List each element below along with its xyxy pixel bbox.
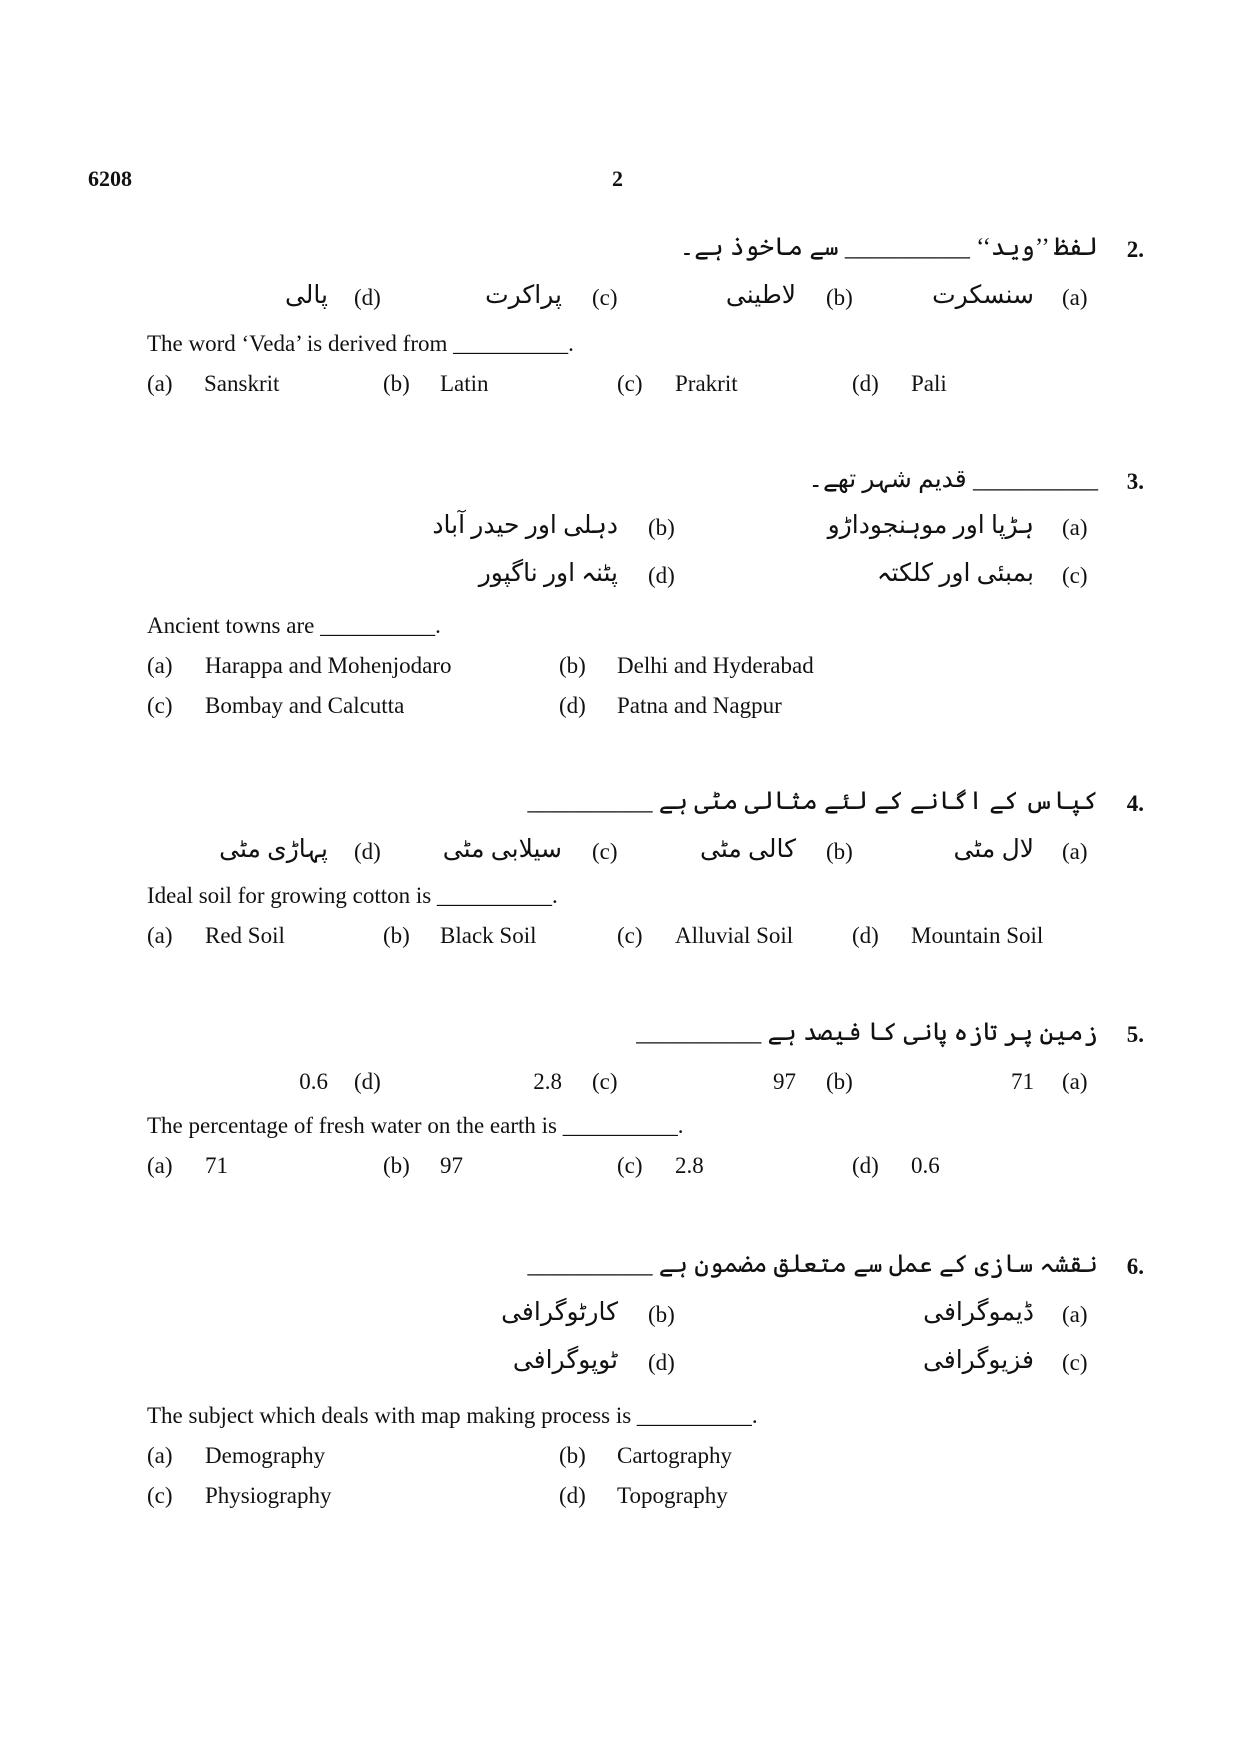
- english-option-text: Black Soil: [440, 923, 537, 948]
- urdu-option-letter: (c): [1062, 563, 1088, 588]
- urdu-option-letter: (d): [648, 1350, 675, 1375]
- urdu-option-text: لال مٹی: [953, 836, 1034, 863]
- urdu-option-letter: (b): [826, 839, 853, 864]
- urdu-option-text: دہلی اور حیدر آباد: [432, 512, 618, 539]
- english-option-text: Sanskrit: [204, 371, 280, 396]
- question-number: 4.: [1126, 791, 1144, 816]
- english-option-text: 0.6: [911, 1153, 940, 1178]
- urdu-option-letter: (a): [1062, 515, 1088, 540]
- urdu-option-text: 0.6: [299, 1069, 328, 1094]
- english-option-letter: (b): [383, 1153, 410, 1178]
- urdu-option-letter: (b): [648, 1302, 675, 1327]
- urdu-option-letter: (a): [1062, 1069, 1088, 1094]
- english-question-stem: Ideal soil for growing cotton is __________.: [147, 883, 558, 908]
- english-option-letter: (b): [383, 371, 410, 396]
- english-option-letter: (a): [147, 371, 173, 396]
- english-option-text: 2.8: [675, 1153, 704, 1178]
- urdu-question-stem: کپاس کے اگانے کے لئے مثالی مٹی ہے __________: [527, 788, 1098, 815]
- question-number: 6.: [1126, 1254, 1144, 1279]
- english-option-letter: (c): [617, 1153, 643, 1178]
- urdu-option-letter: (d): [354, 1069, 381, 1094]
- english-option-text: Pali: [911, 371, 947, 396]
- urdu-option-text: 97: [773, 1069, 796, 1094]
- english-option-text: Harappa and Mohenjodaro: [205, 653, 452, 678]
- urdu-option-text: ٹوپوگرافی: [512, 1347, 618, 1374]
- urdu-option-letter: (c): [592, 839, 618, 864]
- english-option-letter: (d): [852, 923, 879, 948]
- english-option-text: Delhi and Hyderabad: [617, 653, 814, 678]
- english-option-text: Mountain Soil: [911, 923, 1044, 948]
- urdu-option-letter: (b): [648, 515, 675, 540]
- english-option-text: Bombay and Calcutta: [205, 693, 405, 718]
- urdu-option-text: بمبئی اور کلکتہ: [876, 560, 1034, 587]
- urdu-option-letter: (c): [592, 1069, 618, 1094]
- urdu-option-text: پالی: [284, 282, 328, 309]
- english-question-stem: The word ‘Veda’ is derived from __________.: [147, 331, 574, 356]
- question-number: 3.: [1126, 469, 1144, 494]
- urdu-option-letter: (a): [1062, 839, 1088, 864]
- urdu-option-text: 71: [1011, 1069, 1034, 1094]
- english-option-letter: (b): [559, 653, 586, 678]
- english-option-text: Cartography: [617, 1443, 732, 1468]
- urdu-question-stem: لفظ ’’وید‘‘ __________ سے ماخوذ ہے۔: [679, 234, 1098, 261]
- paper-code: 6208: [88, 166, 132, 191]
- english-option-letter: (a): [147, 1443, 173, 1468]
- english-option-letter: (a): [147, 923, 173, 948]
- urdu-option-letter: (d): [354, 839, 381, 864]
- urdu-option-text: ہڑپا اور موہنجوداڑو: [827, 512, 1034, 539]
- urdu-question-stem: __________ قدیم شہر تھے۔: [808, 466, 1098, 493]
- english-option-letter: (c): [617, 371, 643, 396]
- urdu-option-text: پراکرت: [485, 282, 562, 309]
- urdu-option-letter: (c): [592, 285, 618, 310]
- urdu-option-letter: (c): [1062, 1350, 1088, 1375]
- english-option-text: Patna and Nagpur: [617, 693, 782, 718]
- english-option-letter: (c): [147, 1483, 173, 1508]
- english-option-text: 97: [440, 1153, 463, 1178]
- english-option-text: Physiography: [205, 1483, 332, 1508]
- english-option-letter: (c): [147, 693, 173, 718]
- english-option-text: Prakrit: [675, 371, 738, 396]
- english-option-letter: (a): [147, 653, 173, 678]
- english-option-text: Latin: [440, 371, 489, 396]
- question-number: 5.: [1126, 1022, 1144, 1047]
- english-option-text: Topography: [617, 1483, 728, 1508]
- english-question-stem: Ancient towns are __________.: [147, 613, 441, 638]
- urdu-option-text: کارٹوگرافی: [501, 1299, 618, 1326]
- english-option-letter: (a): [147, 1153, 173, 1178]
- english-question-stem: The percentage of fresh water on the earth is __________.: [147, 1113, 684, 1138]
- urdu-option-letter: (b): [826, 1069, 853, 1094]
- urdu-option-text: ڈیموگرافی: [923, 1299, 1034, 1326]
- urdu-option-text: سنسکرت: [932, 282, 1034, 309]
- english-option-letter: (d): [559, 693, 586, 718]
- urdu-option-letter: (d): [354, 285, 381, 310]
- english-option-letter: (d): [559, 1483, 586, 1508]
- english-option-text: 71: [205, 1153, 228, 1178]
- english-option-text: Red Soil: [205, 923, 285, 948]
- english-option-text: Demography: [205, 1443, 326, 1468]
- english-option-letter: (b): [383, 923, 410, 948]
- urdu-question-stem: زمین پر تازہ پانی کا فیصد ہے __________: [636, 1019, 1098, 1046]
- urdu-option-text: 2.8: [533, 1069, 562, 1094]
- english-option-letter: (d): [852, 1153, 879, 1178]
- urdu-option-text: پٹنہ اور ناگپور: [478, 560, 618, 587]
- page-number: 2: [612, 166, 623, 191]
- english-option-letter: (c): [617, 923, 643, 948]
- urdu-option-letter: (b): [826, 285, 853, 310]
- urdu-question-stem: نقشہ سازی کے عمل سے متعلق مضمون ہے __________: [527, 1251, 1098, 1278]
- urdu-option-text: فزیوگرافی: [922, 1347, 1034, 1374]
- urdu-option-text: لاطینی: [725, 282, 796, 309]
- urdu-option-letter: (a): [1062, 1302, 1088, 1327]
- english-option-letter: (d): [852, 371, 879, 396]
- english-question-stem: The subject which deals with map making process is __________.: [147, 1403, 758, 1428]
- urdu-option-text: کالی مٹی: [700, 836, 796, 863]
- question-number: 2.: [1126, 237, 1144, 262]
- urdu-option-letter: (d): [648, 563, 675, 588]
- english-option-text: Alluvial Soil: [675, 923, 794, 948]
- english-option-letter: (b): [559, 1443, 586, 1468]
- urdu-option-letter: (a): [1062, 285, 1088, 310]
- urdu-option-text: پہاڑی مٹی: [219, 836, 328, 863]
- urdu-option-text: سیلابی مٹی: [442, 836, 562, 863]
